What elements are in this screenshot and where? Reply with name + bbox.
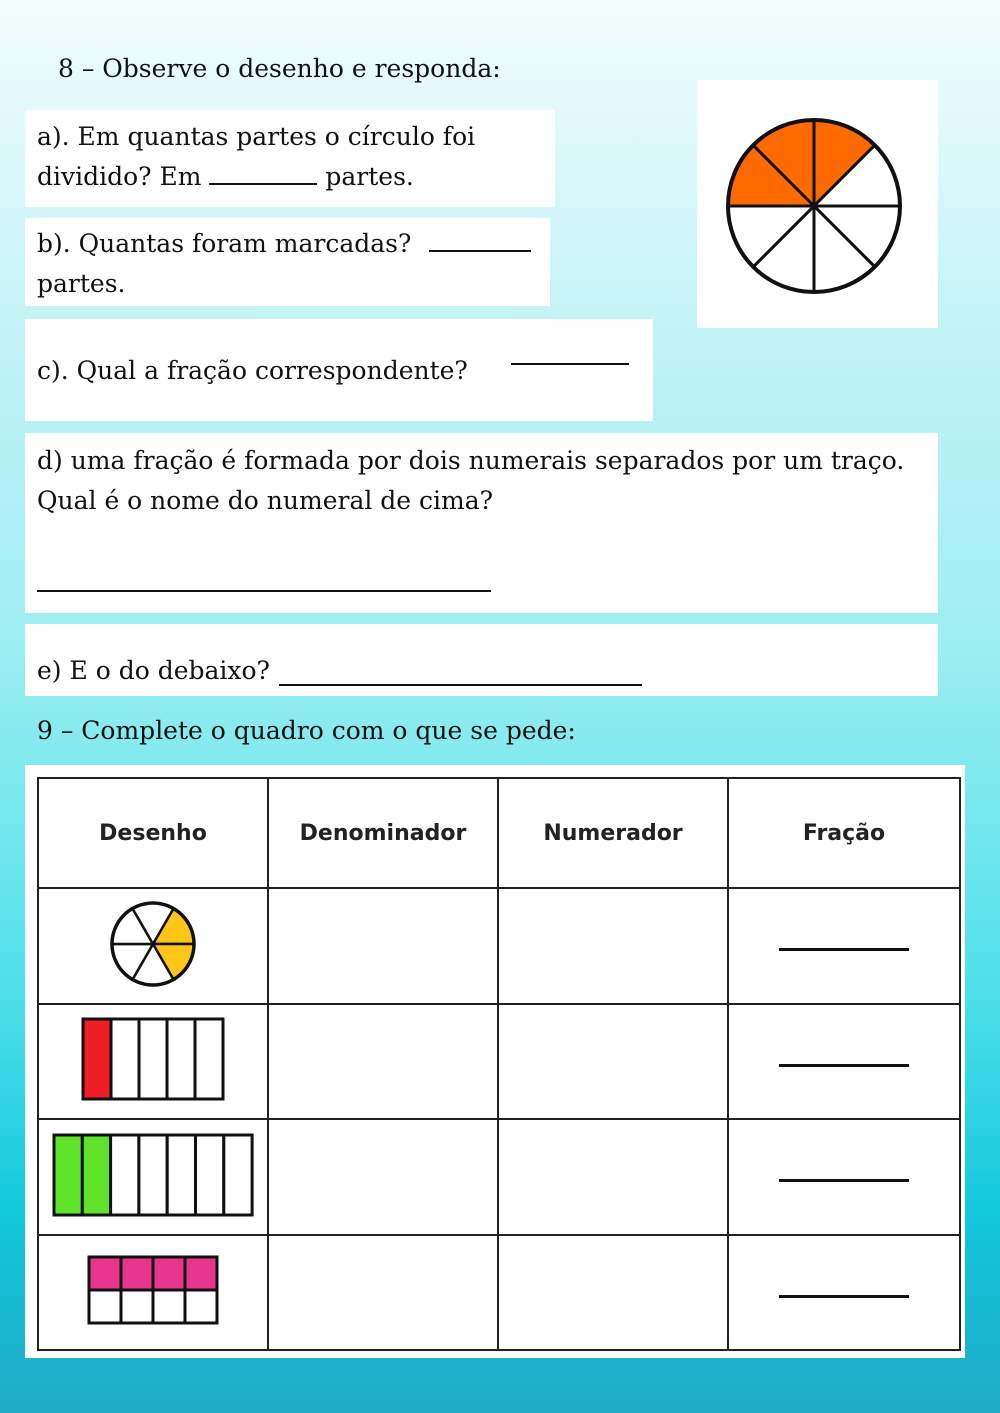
bar-fifths-drawing	[80, 1014, 226, 1104]
marked-cell	[185, 1257, 217, 1290]
fraction-cell[interactable]	[728, 1235, 960, 1351]
bar-sevenths-drawing	[51, 1130, 255, 1220]
question-d-line1: d) uma fração é formada por dois numerais separados por um traço.	[37, 446, 905, 475]
circle-eighths-image	[697, 80, 938, 328]
answer-blank-e[interactable]	[279, 684, 642, 686]
denominator-cell[interactable]	[268, 1004, 498, 1120]
marked-cell	[89, 1257, 121, 1290]
question-d-box	[25, 433, 938, 613]
table-row	[38, 888, 960, 1004]
question-a-text	[37, 117, 547, 197]
fraction-line	[779, 948, 909, 951]
divided-circle-figure	[697, 80, 938, 328]
col-header-denominator: Denominador	[268, 778, 498, 888]
grid-cell	[121, 1290, 153, 1323]
fraction-line	[779, 1295, 909, 1298]
q8-heading: 8 – Observe o desenho e responda:	[58, 54, 501, 83]
bar-cell	[195, 1019, 223, 1099]
fraction-table	[37, 777, 961, 1351]
fraction-line	[779, 1064, 909, 1067]
marked-cell	[153, 1257, 185, 1290]
numerator-cell[interactable]	[498, 888, 728, 1004]
bar-cell	[224, 1135, 252, 1215]
grid-cell	[153, 1290, 185, 1323]
answer-blank-c[interactable]	[511, 363, 629, 365]
bar-cell	[167, 1019, 195, 1099]
col-header-drawing: Desenho	[38, 778, 268, 888]
question-a-line2: dividido? Em partes.	[37, 162, 414, 191]
question-a-line1: a). Em quantas partes o círculo foi	[37, 122, 476, 151]
table-row	[38, 1235, 960, 1351]
question-c-box	[25, 319, 653, 421]
question-e-box	[25, 624, 938, 696]
marked-cell	[54, 1135, 82, 1215]
question-a-box	[25, 110, 555, 207]
fraction-table-sheet	[25, 765, 965, 1358]
denominator-cell[interactable]	[268, 1119, 498, 1235]
bar-cell	[111, 1019, 139, 1099]
circle-sixths-drawing	[105, 899, 201, 989]
drawing-cell	[38, 888, 268, 1004]
question-e-text: e) E o do debaixo?	[37, 656, 270, 685]
bar-cell	[196, 1135, 224, 1215]
answer-blank-d[interactable]	[37, 590, 491, 592]
bar-cell	[111, 1135, 139, 1215]
table-row	[38, 1119, 960, 1235]
fraction-cell[interactable]	[728, 1004, 960, 1120]
grid-eighths-drawing	[83, 1253, 223, 1327]
marked-cell	[121, 1257, 153, 1290]
col-header-fraction: Fração	[728, 778, 960, 888]
fraction-line	[779, 1179, 909, 1182]
answer-blank-a[interactable]	[209, 161, 317, 185]
q9-heading: 9 – Complete o quadro com o que se pede:	[37, 716, 576, 745]
bar-cell	[139, 1135, 167, 1215]
bar-cell	[167, 1135, 195, 1215]
drawing-cell	[38, 1235, 268, 1351]
numerator-cell[interactable]	[498, 1119, 728, 1235]
grid-cell	[185, 1290, 217, 1323]
grid-cell	[89, 1290, 121, 1323]
table-row	[38, 1004, 960, 1120]
denominator-cell[interactable]	[268, 888, 498, 1004]
drawing-cell	[38, 1004, 268, 1120]
answer-blank-b[interactable]	[429, 228, 531, 252]
question-b-line2: partes.	[37, 269, 126, 298]
col-header-numerator: Numerador	[498, 778, 728, 888]
question-d-line2: Qual é o nome do numeral de cima?	[37, 486, 494, 515]
question-b-box	[25, 218, 550, 306]
marked-cell	[83, 1019, 111, 1099]
question-b-line1: b). Quantas foram marcadas?	[37, 224, 542, 264]
marked-cell	[82, 1135, 110, 1215]
denominator-cell[interactable]	[268, 1235, 498, 1351]
numerator-cell[interactable]	[498, 1235, 728, 1351]
question-c-text: c). Qual a fração correspondente?	[37, 356, 468, 385]
bar-cell	[139, 1019, 167, 1099]
fraction-cell[interactable]	[728, 1119, 960, 1235]
fraction-cell[interactable]	[728, 888, 960, 1004]
drawing-cell	[38, 1119, 268, 1235]
numerator-cell[interactable]	[498, 1004, 728, 1120]
table-header-row	[38, 778, 960, 888]
